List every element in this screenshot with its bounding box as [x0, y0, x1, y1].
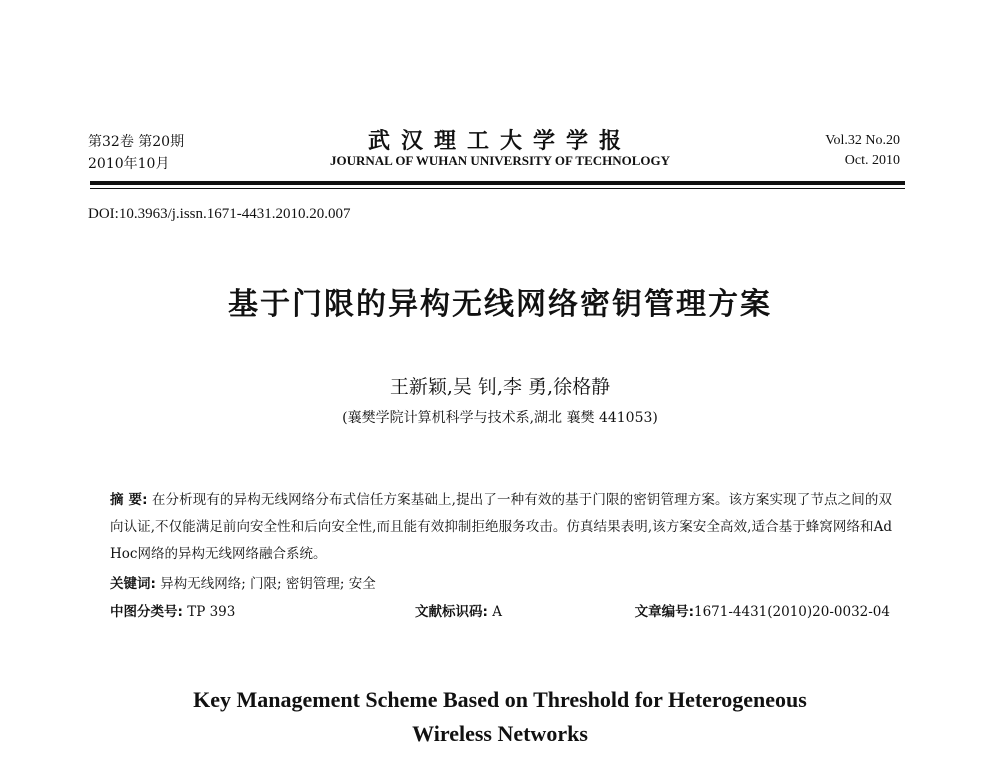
clc-number — [110, 600, 235, 620]
journal-title-cn: 武汉理工大学学报 — [367, 128, 632, 154]
paper-title-en — [0, 683, 1000, 751]
keywords-label: 关键词: — [110, 576, 156, 592]
header-rule-thin — [90, 188, 905, 189]
abstract-label: 摘 要: — [110, 492, 148, 508]
volume-issue-en: Vol.32 No.20 — [825, 133, 900, 148]
doi: DOI:10.3963/j.issn.1671-4431.2010.20.007 — [88, 206, 351, 222]
paper-title-en-line1: Key Management Scheme Based on Threshold for Heterogeneous — [193, 687, 807, 712]
paper-title-en-line2: Wireless Networks — [412, 721, 588, 746]
article-number-value: 1671-4431(2010)20-0032-04 — [693, 604, 890, 620]
document-code-value: A — [492, 604, 502, 620]
clc-value: TP 393 — [187, 604, 236, 620]
document-code-label: 文献标识码: — [415, 604, 488, 620]
article-number-label: 文章编号: — [634, 604, 694, 620]
affiliation: (襄樊学院计算机科学与技术系,湖北 襄樊 441053) — [342, 410, 658, 426]
clc-label: 中图分类号: — [110, 604, 183, 620]
publication-date-cn: 2010年10月 — [88, 156, 170, 172]
author-list: 王新颖,吴 钊,李 勇,徐格静 — [389, 376, 611, 398]
document-code — [415, 600, 502, 620]
journal-title-en: JOURNAL OF WUHAN UNIVERSITY OF TECHNOLOGY — [329, 153, 671, 168]
paper-title-cn: 基于门限的异构无线网络密钥管理方案 — [228, 287, 772, 322]
abstract — [110, 487, 892, 568]
header-rule-thick — [90, 181, 905, 185]
keywords — [110, 572, 376, 592]
publication-date-en: Oct. 2010 — [844, 153, 900, 168]
keywords-text: 异构无线网络; 门限; 密钥管理; 安全 — [160, 576, 376, 592]
article-number — [635, 600, 890, 620]
volume-issue-cn: 第32卷 第20期 — [88, 134, 185, 150]
abstract-text: 在分析现有的异构无线网络分布式信任方案基础上,提出了一种有效的基于门限的密钥管理方案。该方案实现了节点之间的双向认证,不仅能满足前向安全性和后向安全性,而且能有效抑制拒绝服务攻击。仿真结果表明,该方案安全高效,适合基于蜂窝网络和Ad Hoc网络的异构无线网络融合系统。 — [110, 492, 892, 562]
